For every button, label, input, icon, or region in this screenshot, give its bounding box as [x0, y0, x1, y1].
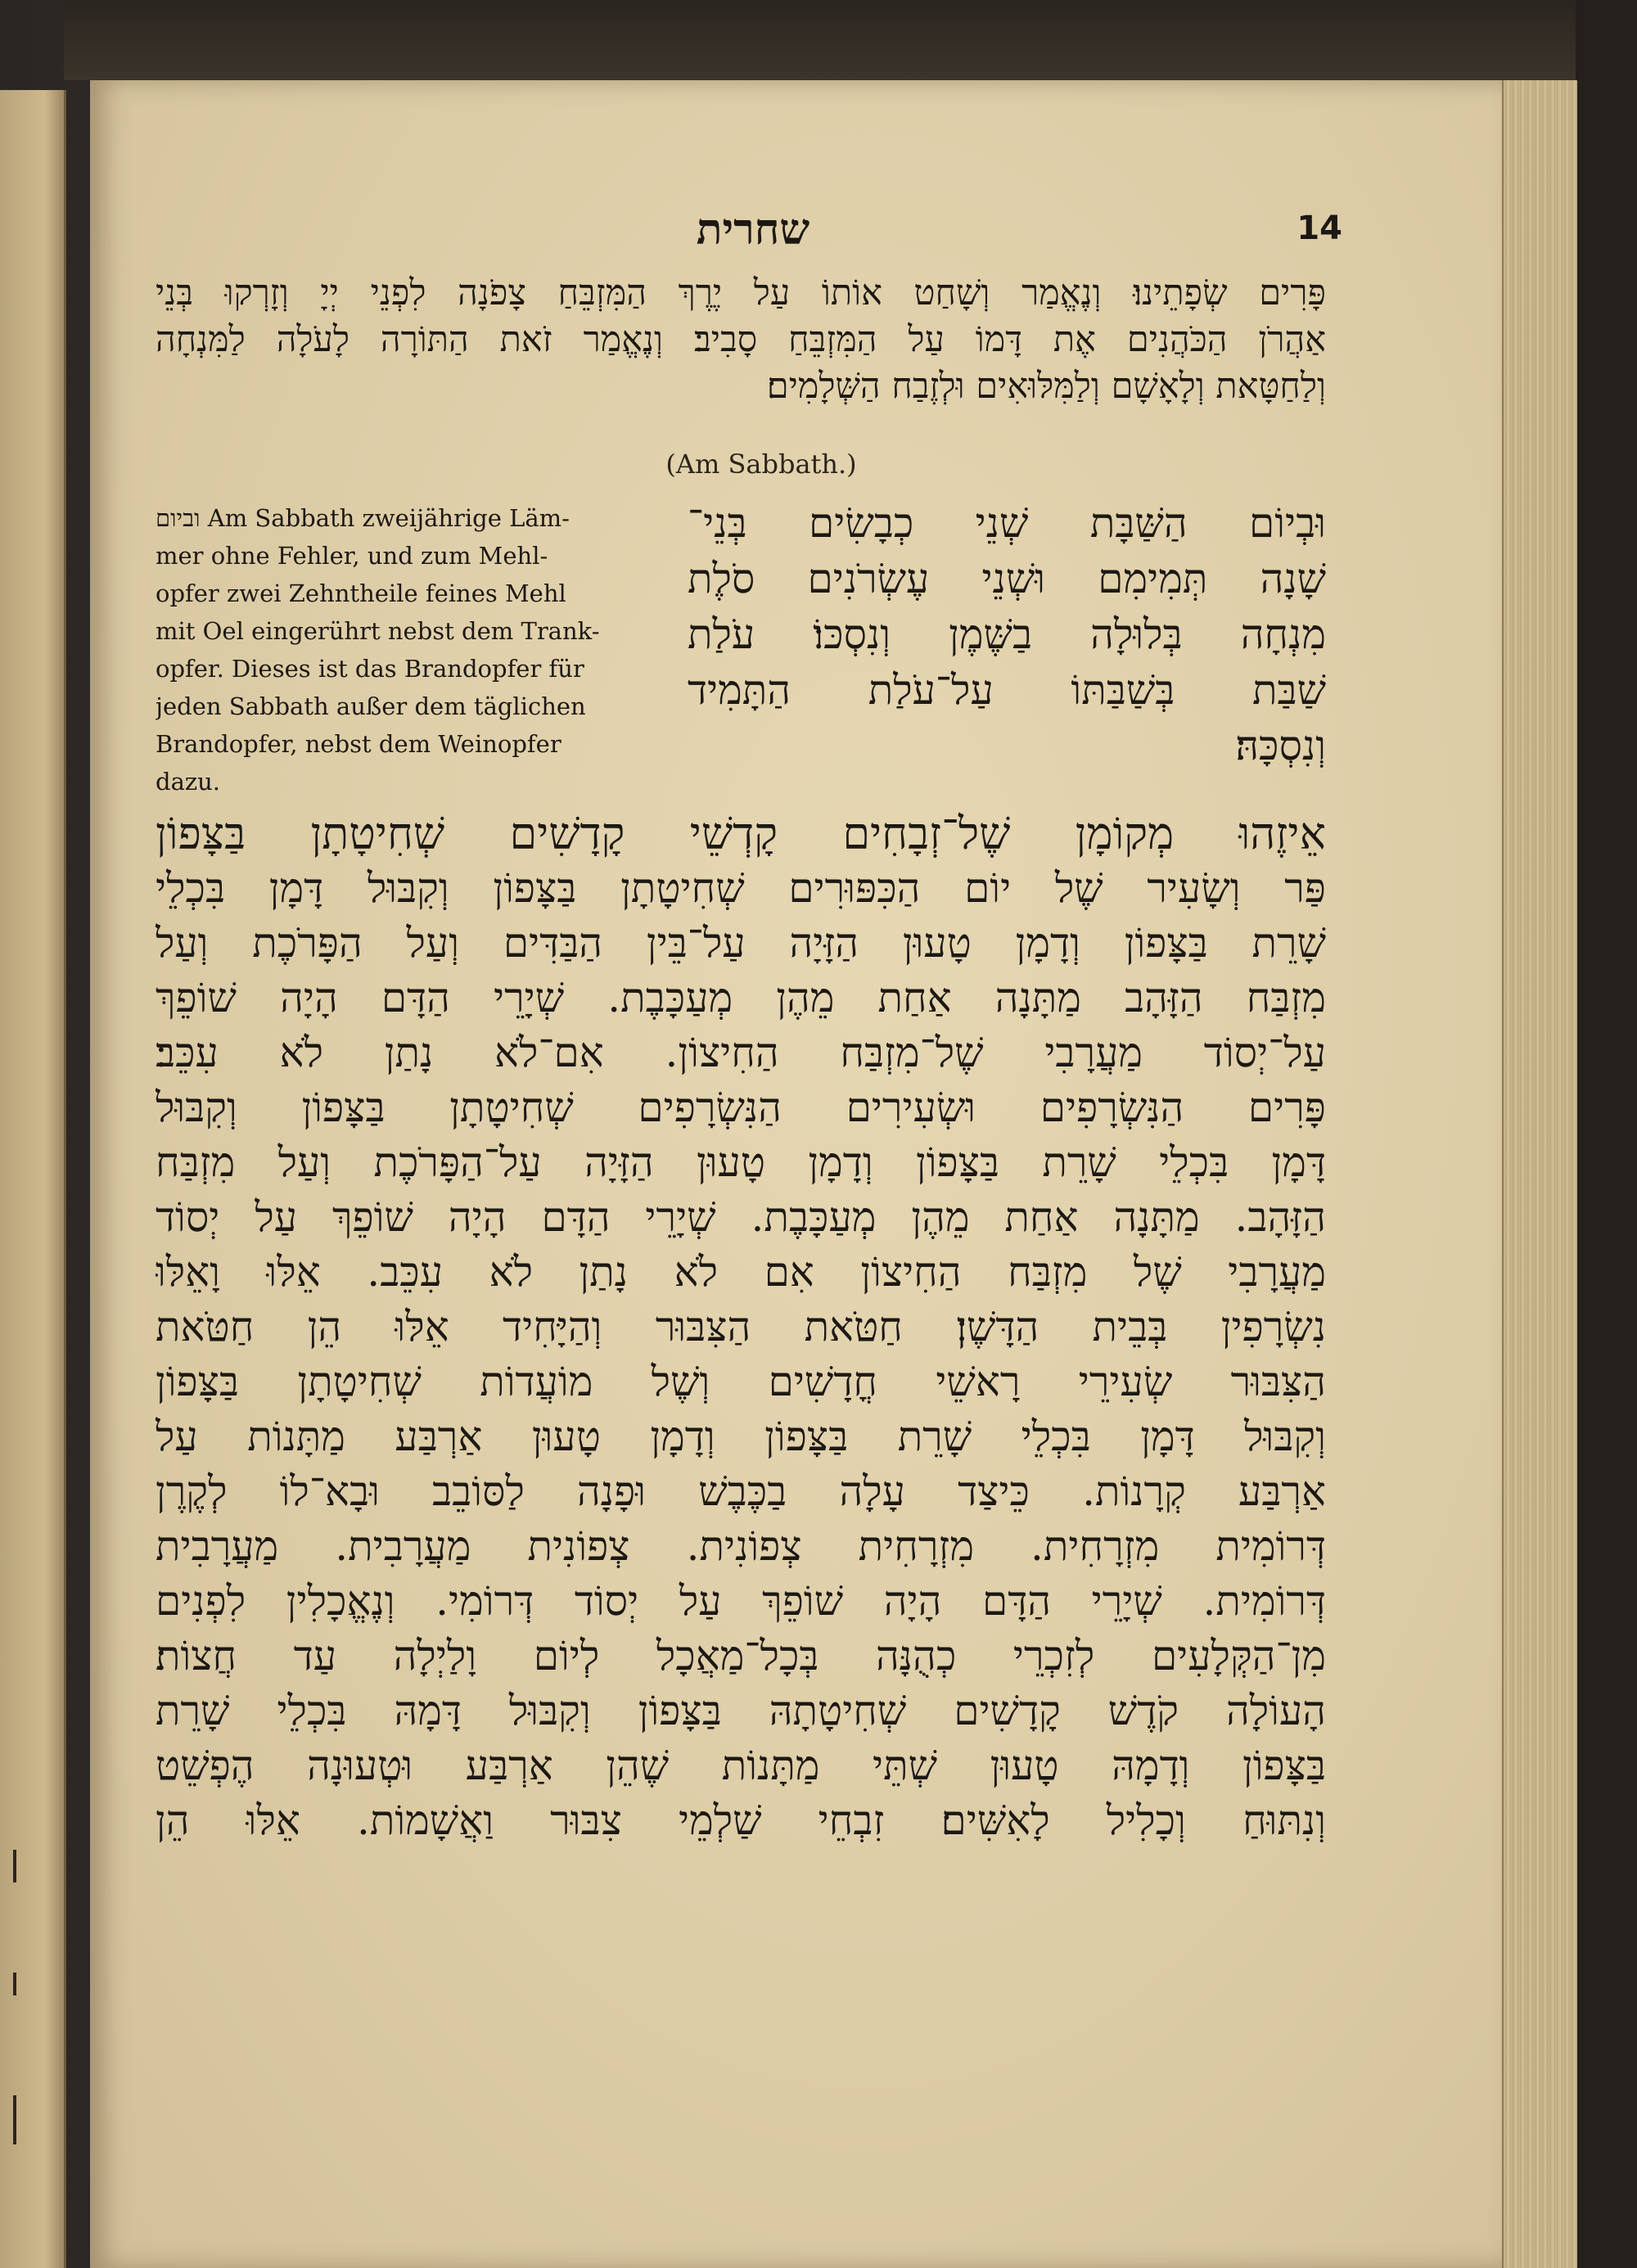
german-translation: [156, 499, 655, 800]
text-line: מִזְבַּח הַזָּהָב מַתָּנָה אַחַת מֵהֶן מְעַכָּבֶת. שְׁיָרֵי הַדָּם הָיָה שׁוֹפֵךְ: [156, 974, 1326, 1021]
text-line: שָׁנָה תְּמִימִם וּשְׁנֵי עֶשְׂרֹנִים סֹלֶת: [688, 555, 1326, 602]
translation-line: opfer. Dieses ist das Brandopfer für: [156, 655, 584, 683]
section-heading: (Am Sabbath.): [665, 449, 857, 480]
text-line: מִן־הַקְּלָעִים לְזִכְרֵי כְהֻנָּה בְּכָל־מַאֲכָל לְיוֹם וָלַיְלָה עַד חֲצוֹת׃: [156, 1632, 1326, 1680]
page-number: 14: [1297, 210, 1342, 247]
left-page-ink-marks: [5, 1850, 29, 2194]
book-top-shadow: [64, 0, 1578, 80]
translation-line: opfer zwei Zehntheile feines Mehl: [156, 579, 566, 607]
translation-line: dazu.: [156, 768, 221, 796]
text-line: מִנְחָה בְּלוּלָה בַשֶּׁמֶן וְנִסְכּוֹ׃ עֹלַת: [688, 611, 1326, 658]
running-head: [188, 205, 1342, 262]
translation-line: mit Oel eingerührt nebst dem Trank-: [156, 617, 600, 645]
text-line: הַצִּבּוּר שְׂעִירֵי רָאשֵׁי חֳדָשִׁים וְשֶׁל מוֹעֲדוֹת שְׁחִיטָתָן בַּצָּפוֹן: [156, 1358, 1326, 1405]
translation-line: Brandopfer, nebst dem Weinopfer: [156, 730, 561, 758]
text-line: דְּרוֹמִית. שְׁיָרֵי הַדָּם הָיָה שׁוֹפֵךְ עַל יְסוֹד דְּרוֹמִי. וְנֶאֱכָלִין לִפְנִים: [156, 1577, 1326, 1625]
text-line: עַל־יְסוֹד מַעֲרָבִי שֶׁל־מִזְבַּח הַחִיצוֹן. אִם־לֹא נָתַן לֹא עִכֵּב׃: [156, 1029, 1326, 1076]
text-line: דָּמָן בִּכְלֵי שָׁרֵת בַּצָּפוֹן וְדָמָן טָעוּן הַזָּיָה עַל־הַפָּרֹכֶת וְעַל מִזְבַּח: [156, 1139, 1326, 1186]
text-line: נִשְׂרָפִין בְּבֵית הַדָּשֶׁן׃ חַטֹּאת הַצִּבּוּר וְהַיָּחִיד אֵלּוּ הֵן חַטֹּאת: [156, 1303, 1326, 1350]
text-line: וְנִתּוּחַ וְכָלִיל לָאִשִּׁים׃ זִבְחֵי שַׁלְמֵי צִבּוּר וַאֲשָׁמוֹת. אֵלּוּ הֵן: [156, 1797, 1326, 1844]
text-line: הָעוֹלָה קֹדֶשׁ קָדָשִׁים שְׁחִיטָתָהּ בַּצָּפוֹן וְקִבּוּל דָּמָהּ בִּכְלֵי שָׁרֵת: [156, 1687, 1326, 1734]
intro-paragraph: [156, 270, 1326, 410]
text-line: מַעֲרָבִי שֶׁל מִזְבַּח הַחִיצוֹן אִם לֹא נָתַן לֹא עִכֵּב. אֵלּוּ וָאֵלּוּ: [156, 1248, 1326, 1296]
text-line: אֵיזֶהוּ מְקוֹמָן שֶׁל־זְבָחִים קָדְשֵׁי קָדָשִׁים שְׁחִיטָתָן בַּצָּפוֹן: [156, 808, 1326, 859]
left-page-edge: [0, 90, 66, 2268]
translation-line: וביום Am Sabbath zweijährige Läm-: [156, 504, 570, 532]
translation-line: jeden Sabbath außer dem täglichen: [156, 692, 586, 720]
translation-line: mer ohne Fehler, und zum Mehl-: [156, 542, 548, 570]
text-line: וְלַחַטָּאת וְלָאָשָׁם וְלַמִּלּוּאִים וּלְזֶבַח הַשְּׁלָמִים׃: [766, 366, 1326, 407]
text-line: פַּר וְשָׂעִיר שֶׁל יוֹם הַכִּפּוּרִים שְׁחִיטָתָן בַּצָּפוֹן וְקִבּוּל דָּמָן בִּכְלֵי: [156, 864, 1326, 912]
page-edges: [1502, 80, 1577, 2268]
page-title: שחרית: [696, 205, 810, 255]
text-line: הַזָּהָב. מַתָּנָה אַחַת מֵהֶן מְעַכָּבֶת. שְׁיָרֵי הַדָּם הָיָה שׁוֹפֵךְ עַל יְסוֹד: [156, 1193, 1326, 1241]
text-line: וְקִבּוּל דָּמָן בִּכְלֵי שָׁרֵת בַּצָּפוֹן וְדָמָן טָעוּן אַרְבַּע מַתָּנוֹת עַל: [156, 1413, 1326, 1460]
text-line: שַׁבַּת בְּשַׁבַּתּוֹ עַל־עֹלַת הַתָּמִיד: [688, 666, 1326, 714]
text-line: פָּרִים שְׂפָתֵינוּ׃ וְנֶאֱמַר וְשָׁחַט אוֹתוֹ עַל יֶרֶךְ הַמִּזְבֵּחַ צָפֹנָה לִפְנֵי יְיָ וְזָרְקוּ בְּנֵי: [156, 273, 1326, 313]
text-line: וְנִסְכָּהּ׃: [1235, 722, 1326, 769]
text-line: אַהֲרֹן הַכֹּהֲנִים אֶת דָּמוֹ עַל הַמִּזְבֵּחַ סָבִיב׃ וְנֶאֱמַר זֹאת הַתּוֹרָה לָעֹלָה לַמִּנְחָה: [156, 319, 1326, 360]
text-line: אַרְבַּע קְרָנוֹת. כֵּיצַד עָלָה בַכֶּבֶשׁ וּפָנָה לַסּוֹבֵב וּבָא־לוֹ לְקֶרֶן: [156, 1468, 1326, 1515]
text-line: דְּרוֹמִית מִזְרָחִית. מִזְרָחִית צְפוֹנִית. צְפוֹנִית מַעֲרָבִית. מַעֲרָבִית: [156, 1522, 1326, 1570]
text-line: וּבְיוֹם הַשַּׁבָּת שְׁנֵי כְבָשִׂים בְּנֵי־: [688, 499, 1326, 547]
back-cover: [1576, 0, 1637, 2268]
text-line: פָּרִים הַנִּשְׂרָפִים וּשְׂעִירִים הַנִּשְׂרָפִים שְׁחִיטָתָן בַּצָּפוֹן וְקִבּוּל: [156, 1084, 1326, 1131]
text-line: שָׁרֵת בַּצָּפוֹן וְדָמָן טָעוּן הַזָּיָה עַל־בֵּין הַבַּדִּים וְעַל הַפָּרֹכֶת וְעַל: [156, 919, 1326, 967]
text-line: בַּצָּפוֹן וְדָמָהּ טָעוּן שְׁתֵּי מַתָּנוֹת שֶׁהֵן אַרְבַּע וּטְעוּנָה הֶפְשֵׁט: [156, 1742, 1326, 1789]
sabbath-verse: [688, 495, 1326, 773]
main-paragraph: [156, 806, 1326, 1848]
